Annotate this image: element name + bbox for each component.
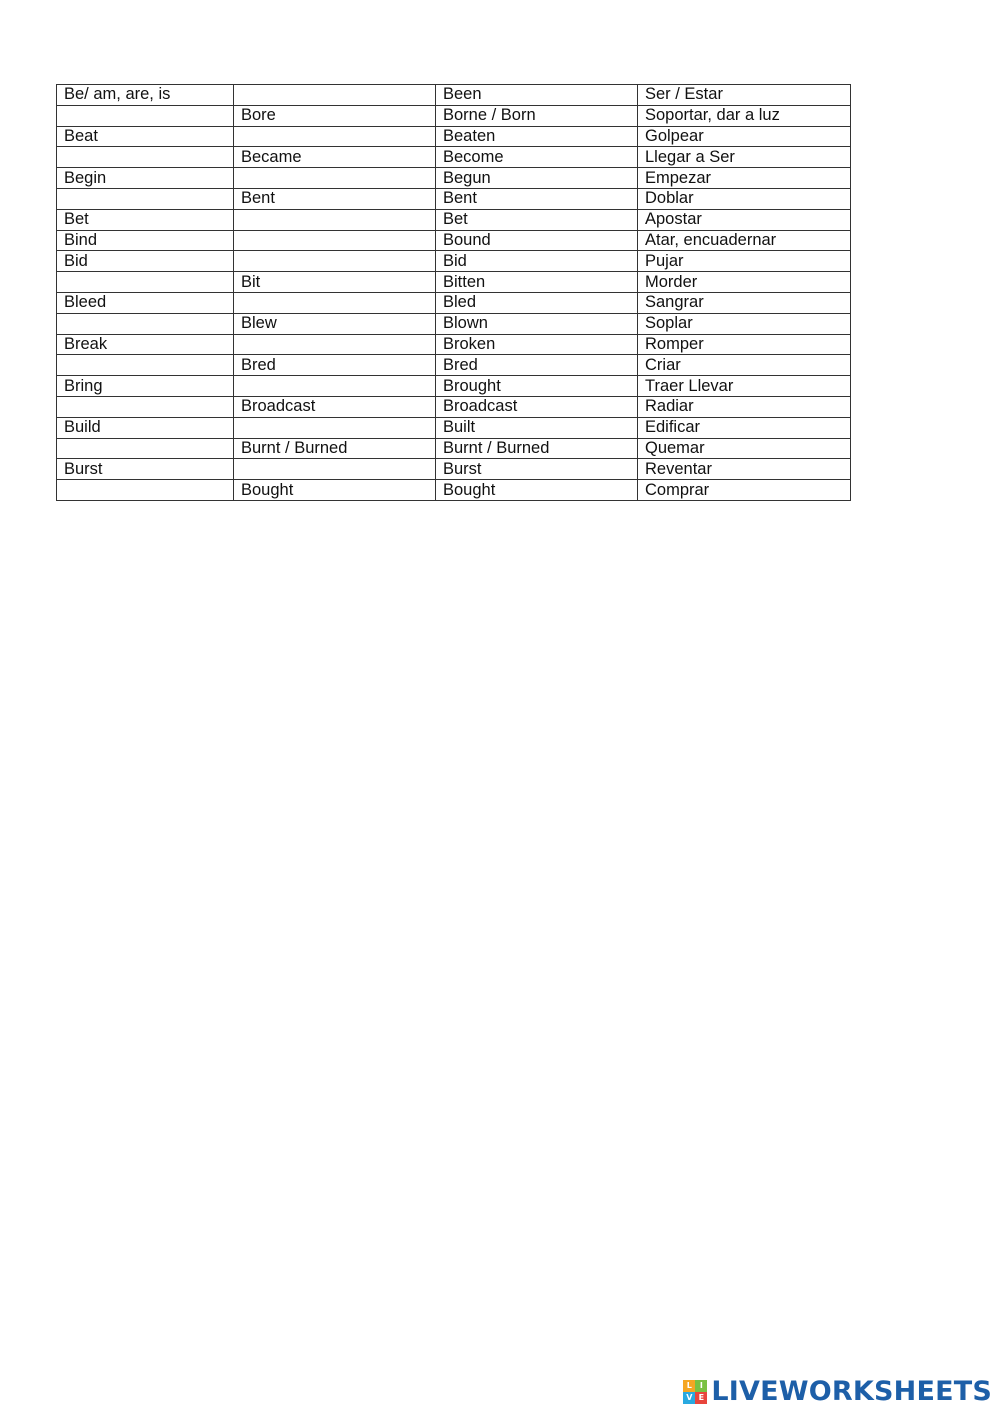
past-participle-cell: Broadcast [436, 396, 638, 417]
past-simple-cell [234, 230, 436, 251]
translation-cell: Atar, encuadernar [638, 230, 851, 251]
infinitive-cell: Bring [57, 376, 234, 397]
past-participle-cell: Brought [436, 376, 638, 397]
past-participle-cell: Bitten [436, 272, 638, 293]
infinitive-cell [57, 272, 234, 293]
table-row [57, 334, 851, 355]
table-row [57, 480, 851, 501]
past-simple-cell [234, 417, 436, 438]
past-participle-cell: Bet [436, 209, 638, 230]
past-simple-cell: Burnt / Burned [234, 438, 436, 459]
translation-cell: Pujar [638, 251, 851, 272]
logo-wordmark: LIVEWORKSHEETS [711, 1376, 992, 1407]
infinitive-cell [57, 147, 234, 168]
past-participle-cell: Burst [436, 459, 638, 480]
past-simple-cell [234, 209, 436, 230]
logo-mark-letter: V [683, 1392, 695, 1404]
infinitive-cell [57, 396, 234, 417]
past-participle-cell: Become [436, 147, 638, 168]
past-participle-cell: Bent [436, 188, 638, 209]
table-row [57, 126, 851, 147]
past-simple-cell: Bent [234, 188, 436, 209]
table-row [57, 272, 851, 293]
infinitive-cell: Build [57, 417, 234, 438]
past-participle-cell: Built [436, 417, 638, 438]
translation-cell: Apostar [638, 209, 851, 230]
table-row [57, 438, 851, 459]
past-simple-cell: Bore [234, 105, 436, 126]
translation-cell: Llegar a Ser [638, 147, 851, 168]
translation-cell: Soportar, dar a luz [638, 105, 851, 126]
verb-table-body [57, 85, 851, 501]
infinitive-cell: Bind [57, 230, 234, 251]
table-row [57, 417, 851, 438]
infinitive-cell [57, 480, 234, 501]
table-row [57, 105, 851, 126]
past-simple-cell [234, 126, 436, 147]
translation-cell: Empezar [638, 168, 851, 189]
past-participle-cell: Broken [436, 334, 638, 355]
translation-cell: Ser / Estar [638, 85, 851, 106]
infinitive-cell: Bet [57, 209, 234, 230]
table-row [57, 168, 851, 189]
past-simple-cell: Broadcast [234, 396, 436, 417]
translation-cell: Sangrar [638, 292, 851, 313]
past-simple-cell [234, 334, 436, 355]
past-participle-cell: Bought [436, 480, 638, 501]
past-simple-cell: Bred [234, 355, 436, 376]
table-row [57, 459, 851, 480]
past-participle-cell: Bled [436, 292, 638, 313]
past-simple-cell: Blew [234, 313, 436, 334]
infinitive-cell: Begin [57, 168, 234, 189]
past-participle-cell: Bound [436, 230, 638, 251]
infinitive-cell: Be/ am, are, is [57, 85, 234, 106]
infinitive-cell: Break [57, 334, 234, 355]
table-row [57, 376, 851, 397]
infinitive-cell [57, 188, 234, 209]
past-participle-cell: Blown [436, 313, 638, 334]
translation-cell: Comprar [638, 480, 851, 501]
translation-cell: Golpear [638, 126, 851, 147]
table-row [57, 147, 851, 168]
past-participle-cell: Borne / Born [436, 105, 638, 126]
translation-cell: Edificar [638, 417, 851, 438]
translation-cell: Soplar [638, 313, 851, 334]
infinitive-cell: Bid [57, 251, 234, 272]
table-row [57, 292, 851, 313]
translation-cell: Doblar [638, 188, 851, 209]
translation-cell: Reventar [638, 459, 851, 480]
table-row [57, 209, 851, 230]
past-participle-cell: Bred [436, 355, 638, 376]
past-simple-cell [234, 251, 436, 272]
infinitive-cell: Bleed [57, 292, 234, 313]
infinitive-cell [57, 105, 234, 126]
irregular-verbs-table [56, 84, 851, 501]
translation-cell: Morder [638, 272, 851, 293]
table-row [57, 313, 851, 334]
table-row [57, 230, 851, 251]
translation-cell: Radiar [638, 396, 851, 417]
translation-cell: Quemar [638, 438, 851, 459]
logo-mark-letter: L [683, 1380, 695, 1392]
past-simple-cell: Became [234, 147, 436, 168]
past-participle-cell: Bid [436, 251, 638, 272]
past-simple-cell: Bought [234, 480, 436, 501]
infinitive-cell [57, 438, 234, 459]
table-row [57, 85, 851, 106]
infinitive-cell: Burst [57, 459, 234, 480]
table-row [57, 188, 851, 209]
past-participle-cell: Begun [436, 168, 638, 189]
table-row [57, 355, 851, 376]
past-simple-cell [234, 85, 436, 106]
table-row [57, 251, 851, 272]
infinitive-cell [57, 313, 234, 334]
past-participle-cell: Beaten [436, 126, 638, 147]
logo-mark-letter: I [695, 1380, 707, 1392]
past-simple-cell [234, 292, 436, 313]
infinitive-cell: Beat [57, 126, 234, 147]
table-row [57, 396, 851, 417]
translation-cell: Traer Llevar [638, 376, 851, 397]
past-simple-cell [234, 459, 436, 480]
past-participle-cell: Burnt / Burned [436, 438, 638, 459]
past-simple-cell: Bit [234, 272, 436, 293]
liveworksheets-logo [683, 1377, 992, 1407]
translation-cell: Criar [638, 355, 851, 376]
past-simple-cell [234, 376, 436, 397]
logo-mark-letter: E [695, 1392, 707, 1404]
infinitive-cell [57, 355, 234, 376]
liveworksheets-logo-icon [683, 1380, 707, 1404]
past-participle-cell: Been [436, 85, 638, 106]
past-simple-cell [234, 168, 436, 189]
translation-cell: Romper [638, 334, 851, 355]
